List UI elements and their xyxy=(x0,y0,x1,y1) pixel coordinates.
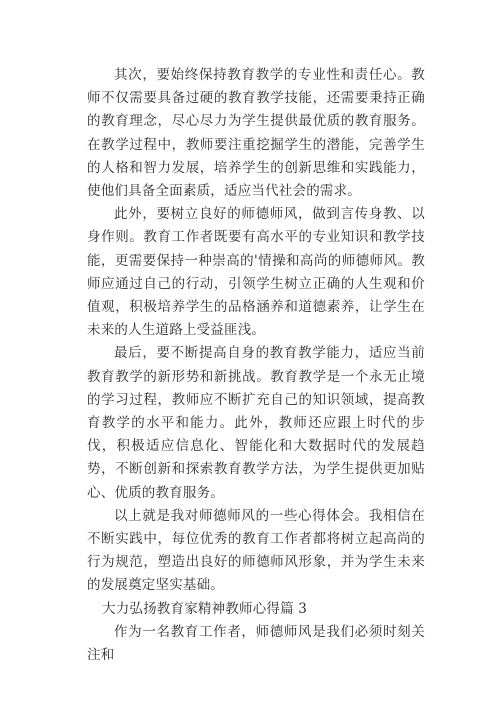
paragraph-conclusion: 以上就是我对师德师风的一些心得体会。我相信在不断实践中，每位优秀的教育工作者都将树立起高尚的行为规范，塑造出良好的师德师风形象，并为学生未来的发展奠定坚实基础。 xyxy=(87,507,425,594)
paragraph-teacher-ethics: 此外，要树立良好的师德师风，做到言传身教、以身作则。教育工作者既要有高水平的专业知识和教学技能，更需要保持一种崇高的'情操和高尚的师德师风。教师应通过自己的行动，引领学生树立正确的人生观和价值观，积极培养学生的品格涵养和道德素养，让学生在未来的人生道路上受益匪浅。 xyxy=(87,206,425,339)
paragraph-section-opening: 作为一名教育工作者，师德师风是我们必须时刻关注和 xyxy=(87,623,425,664)
paragraph-professionalism: 其次，要始终保持教育教学的专业性和责任心。教师不仅需要具备过硬的教育教学技能，还需要秉持正确的教育理念，尽心尽力为学生提供最优质的教育服务。在教学过程中，教师要注重挖掘学生的潜能，完善学生的人格和智力发展，培养学生的创新思维和实践能力，使他们具备全面素质，适应当代社会的需求。 xyxy=(87,67,425,200)
document-body xyxy=(87,64,425,667)
section-heading-block xyxy=(87,598,425,621)
paragraph-improve-ability: 最后，要不断提高自身的教育教学能力，适应当前教育教学的新形势和新挑战。教育教学是一个永无止境的学习过程，教师应不断扩充自己的知识领域，提高教育教学的水平和能力。此外，教师还应跟上时代的步伐，积极适应信息化、智能化和大数据时代的发展趋势，不断创新和探索教育教学方法，为学生提供更加贴心、优质的教育服务。 xyxy=(87,345,425,501)
section-heading: 大力弘扬教育家精神教师心得篇 3 xyxy=(102,600,308,617)
